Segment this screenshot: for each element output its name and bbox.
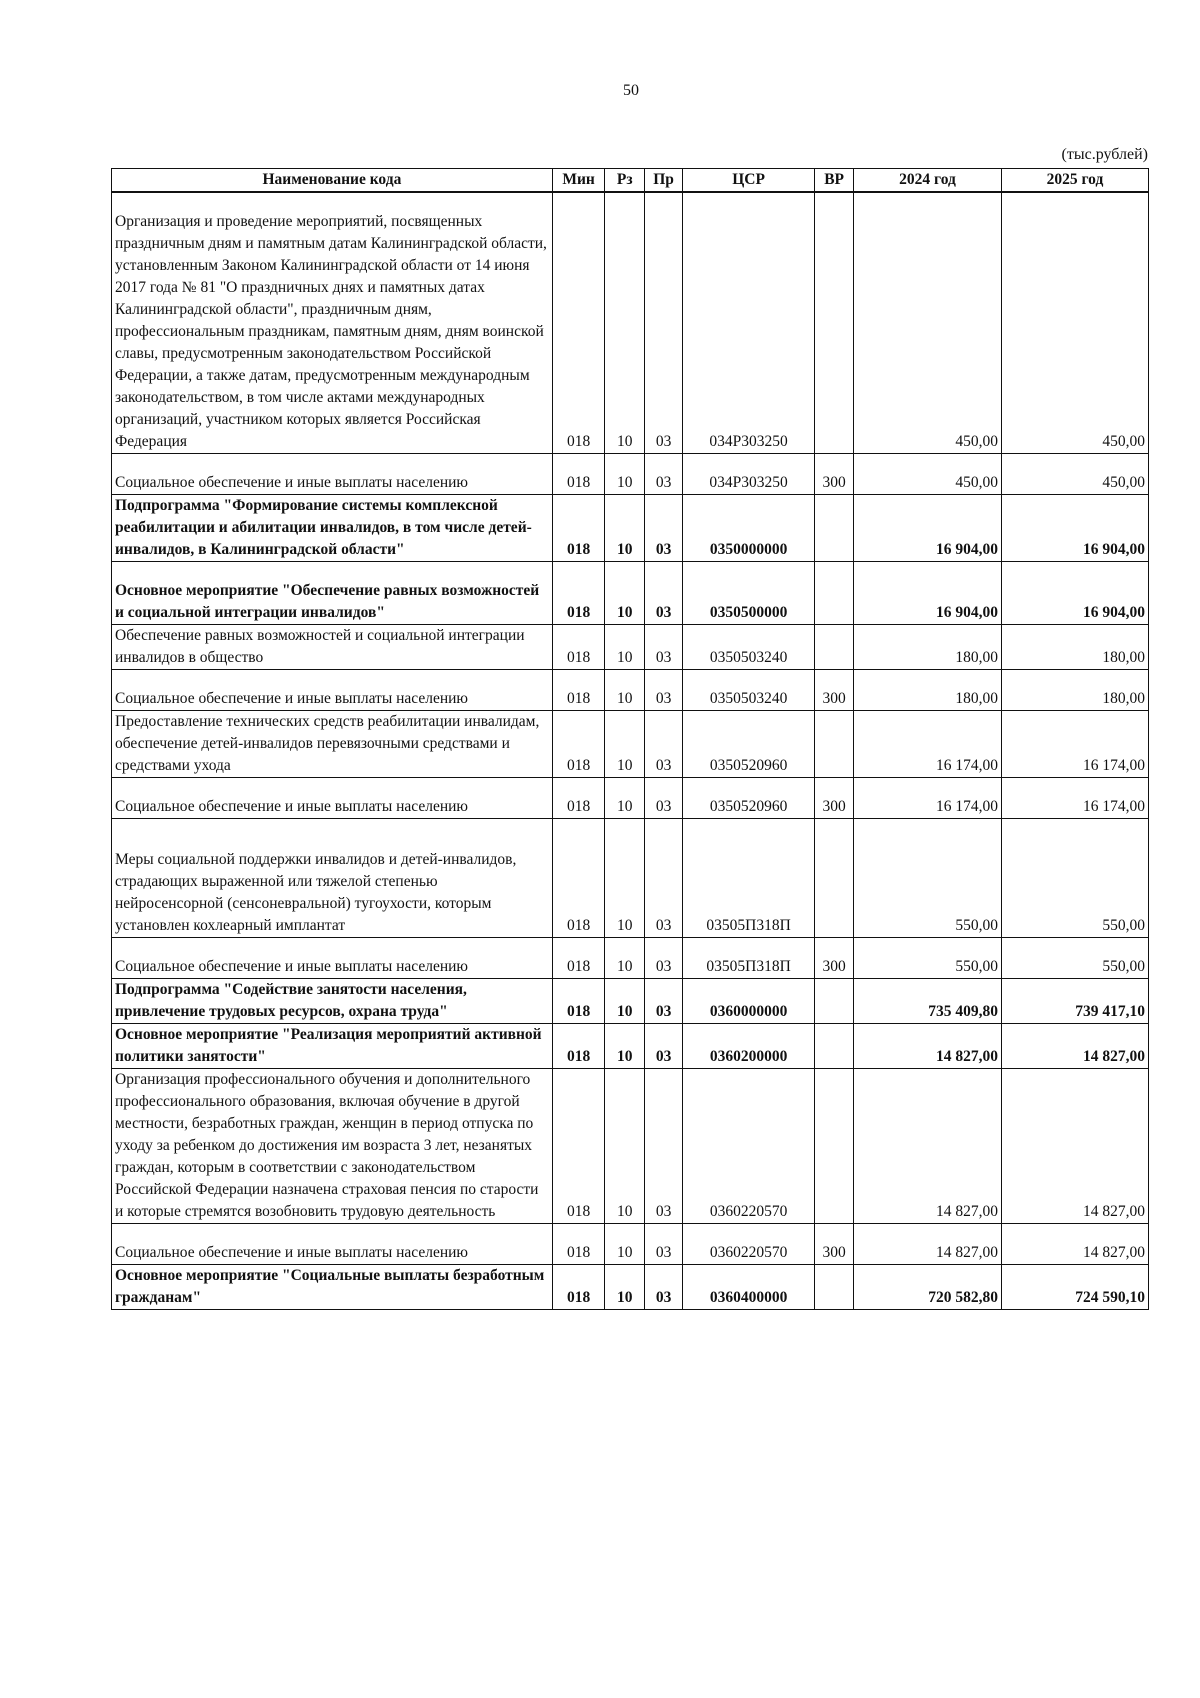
row-csr: 0350500000 [682,562,814,625]
row-csr: 0350503240 [682,625,814,670]
row-csr: 0360400000 [682,1265,814,1310]
row-vr [815,562,854,625]
row-rz: 10 [605,1069,645,1224]
row-min: 018 [552,192,604,454]
header-min: Мин [552,169,604,193]
row-rz: 10 [605,454,645,495]
row-rz: 10 [605,625,645,670]
row-2024: 14 827,00 [854,1069,1002,1224]
row-min: 018 [552,778,604,819]
row-vr [815,711,854,778]
row-csr: 0360000000 [682,979,814,1024]
row-2025: 550,00 [1002,819,1149,938]
row-min: 018 [552,1069,604,1224]
row-vr [815,1069,854,1224]
row-name: Основное мероприятие "Социальные выплаты безработным гражданам" [112,1265,553,1310]
row-2024: 16 904,00 [854,495,1002,562]
row-name: Социальное обеспечение и иные выплаты населению [112,454,553,495]
row-2025: 16 904,00 [1002,562,1149,625]
row-2024: 180,00 [854,625,1002,670]
row-2024: 16 904,00 [854,562,1002,625]
row-vr: 300 [815,778,854,819]
row-csr: 0350520960 [682,778,814,819]
row-2025: 16 174,00 [1002,778,1149,819]
row-vr: 300 [815,1224,854,1265]
row-2024: 720 582,80 [854,1265,1002,1310]
row-rz: 10 [605,562,645,625]
row-min: 018 [552,625,604,670]
budget-table [111,168,1149,1310]
row-vr [815,1024,854,1069]
row-2024: 550,00 [854,938,1002,979]
table-row [112,625,1149,670]
table-row [112,1069,1149,1224]
table-row [112,819,1149,938]
row-csr: 03505П318П [682,938,814,979]
table-row [112,562,1149,625]
row-2025: 16 904,00 [1002,495,1149,562]
table-row [112,938,1149,979]
row-pr: 03 [645,454,683,495]
row-2025: 739 417,10 [1002,979,1149,1024]
row-2024: 735 409,80 [854,979,1002,1024]
row-rz: 10 [605,1224,645,1265]
row-vr: 300 [815,938,854,979]
row-name: Основное мероприятие "Обеспечение равных возможностей и социальной интеграции инвалидов" [112,562,553,625]
header-2025: 2025 год [1002,169,1149,193]
row-2025: 550,00 [1002,938,1149,979]
row-pr: 03 [645,1024,683,1069]
row-csr: 0350000000 [682,495,814,562]
row-pr: 03 [645,625,683,670]
row-vr: 300 [815,670,854,711]
row-min: 018 [552,711,604,778]
header-csr: ЦСР [682,169,814,193]
row-2024: 14 827,00 [854,1224,1002,1265]
row-vr [815,625,854,670]
row-csr: 0360220570 [682,1224,814,1265]
row-rz: 10 [605,819,645,938]
row-min: 018 [552,1024,604,1069]
header-pr: Пр [645,169,683,193]
row-rz: 10 [605,1024,645,1069]
row-vr: 300 [815,454,854,495]
row-min: 018 [552,562,604,625]
header-2024: 2024 год [854,169,1002,193]
row-name: Социальное обеспечение и иные выплаты населению [112,778,553,819]
row-min: 018 [552,819,604,938]
row-pr: 03 [645,711,683,778]
row-2025: 14 827,00 [1002,1024,1149,1069]
row-rz: 10 [605,938,645,979]
row-name: Обеспечение равных возможностей и социальной интеграции инвалидов в общество [112,625,553,670]
row-csr: 0350520960 [682,711,814,778]
header-vr: ВР [815,169,854,193]
units-label: (тыс.рублей) [1061,146,1148,163]
row-min: 018 [552,1265,604,1310]
table-row [112,495,1149,562]
row-name: Предоставление технических средств реабилитации инвалидам, обеспечение детей-инвалидов перевязочными средствами и средствами ухода [112,711,553,778]
row-2024: 14 827,00 [854,1024,1002,1069]
row-rz: 10 [605,778,645,819]
row-rz: 10 [605,1265,645,1310]
row-vr [815,979,854,1024]
row-min: 018 [552,938,604,979]
table-row [112,979,1149,1024]
row-name: Подпрограмма "Содействие занятости населения, привлечение трудовых ресурсов, охрана труда" [112,979,553,1024]
header-name: Наименование кода [112,169,553,193]
row-min: 018 [552,454,604,495]
row-2024: 16 174,00 [854,778,1002,819]
row-rz: 10 [605,670,645,711]
row-csr: 034Р303250 [682,454,814,495]
row-name: Меры социальной поддержки инвалидов и детей-инвалидов, страдающих выраженной или тяжелой степенью нейросенсорной (сенсоневральной) тугоухости, которым установлен кохлеарный имплантат [112,819,553,938]
table-row [112,454,1149,495]
table-row [112,711,1149,778]
row-name: Основное мероприятие "Реализация мероприятий активной политики занятости" [112,1024,553,1069]
row-csr: 03505П318П [682,819,814,938]
row-2024: 16 174,00 [854,711,1002,778]
row-rz: 10 [605,495,645,562]
row-vr [815,1265,854,1310]
table-row [112,1024,1149,1069]
row-name: Социальное обеспечение и иные выплаты населению [112,1224,553,1265]
row-name: Подпрограмма "Формирование системы комплексной реабилитации и абилитации инвалидов, в том числе детей-инвалидов, в Калининградской области" [112,495,553,562]
row-name: Социальное обеспечение и иные выплаты населению [112,670,553,711]
row-rz: 10 [605,711,645,778]
row-min: 018 [552,670,604,711]
row-2024: 180,00 [854,670,1002,711]
row-2024: 450,00 [854,454,1002,495]
row-2024: 450,00 [854,192,1002,454]
row-vr [815,192,854,454]
row-2025: 724 590,10 [1002,1265,1149,1310]
table-row [112,670,1149,711]
row-csr: 0360200000 [682,1024,814,1069]
row-pr: 03 [645,778,683,819]
row-min: 018 [552,495,604,562]
row-min: 018 [552,1224,604,1265]
page-number: 50 [623,82,639,99]
row-rz: 10 [605,192,645,454]
row-csr: 0360220570 [682,1069,814,1224]
table-row [112,778,1149,819]
row-2025: 180,00 [1002,670,1149,711]
header-rz: Рз [605,169,645,193]
row-pr: 03 [645,819,683,938]
row-pr: 03 [645,938,683,979]
row-2025: 450,00 [1002,192,1149,454]
row-pr: 03 [645,1224,683,1265]
row-name: Организация и проведение мероприятий, посвященных праздничным дням и памятным датам Калининградской области, установленным Законом Калининградской области от 14 июня 2017 года № 81 "О праздничных днях и памятных датах Калининградской области", праздничным дням, профессиональным праздникам, памятным дням, дням воинской славы, предусмотренным законодательством Российской Федерации, а также датам, предусмотренным международным законодательством, в том числе актами международных организаций, участником которых является Российская Федерация [112,192,553,454]
table-row [112,1224,1149,1265]
row-2025: 14 827,00 [1002,1069,1149,1224]
row-2024: 550,00 [854,819,1002,938]
row-2025: 16 174,00 [1002,711,1149,778]
table-row [112,192,1149,454]
row-pr: 03 [645,979,683,1024]
row-2025: 14 827,00 [1002,1224,1149,1265]
row-pr: 03 [645,192,683,454]
row-pr: 03 [645,670,683,711]
row-2025: 450,00 [1002,454,1149,495]
row-pr: 03 [645,562,683,625]
row-pr: 03 [645,1069,683,1224]
row-rz: 10 [605,979,645,1024]
row-name: Социальное обеспечение и иные выплаты населению [112,938,553,979]
row-vr [815,495,854,562]
row-pr: 03 [645,1265,683,1310]
table-row [112,1265,1149,1310]
row-min: 018 [552,979,604,1024]
row-name: Организация профессионального обучения и дополнительного профессионального образования, включая обучение в другой местности, безработных граждан, женщин в период отпуска по уходу за ребенком до достижения им возраста 3 лет, незанятых граждан, которым в соответствии с законодательством Российской Федерации назначена страховая пенсия по старости и которые стремятся возобновить трудовую деятельность [112,1069,553,1224]
row-vr [815,819,854,938]
row-pr: 03 [645,495,683,562]
row-2025: 180,00 [1002,625,1149,670]
row-csr: 034Р303250 [682,192,814,454]
table-header-row [112,169,1149,193]
row-csr: 0350503240 [682,670,814,711]
